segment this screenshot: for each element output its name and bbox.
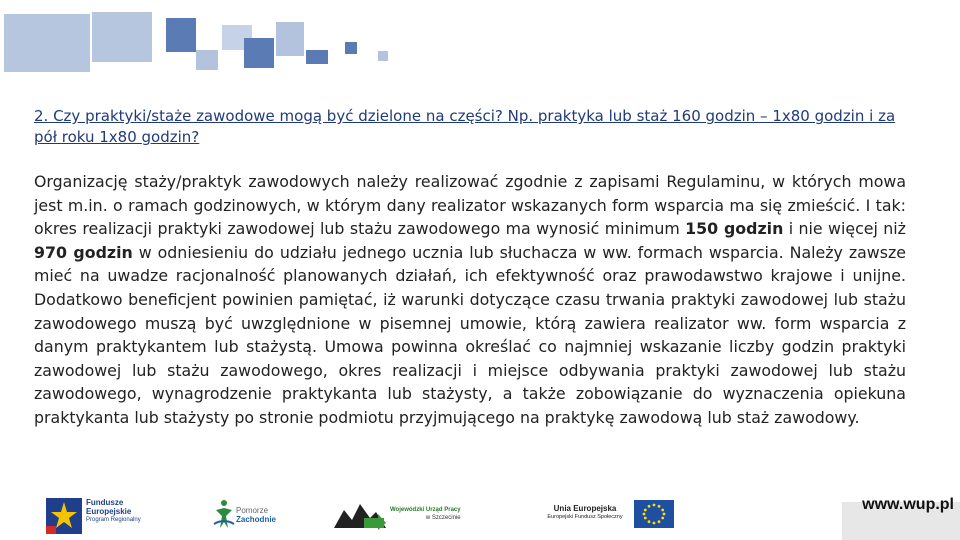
pomorze-zachodnie-logo	[212, 498, 282, 538]
wup-szczecin-logo	[334, 496, 484, 536]
fundusze-europejskie-logo	[44, 496, 154, 538]
answer-text-1: Organizację staży/praktyk zawodowych należy realizować zgodnie z zapisami Regulaminu, w których mowa jest m.in. o ramach godzinowych, w którym dany realizator wskazanych form wsparcia ma się zmieścić. I tak: okres realizacji praktyki zawodowej lub stażu zawodowego ma wynosić minimum	[34, 172, 906, 239]
answer-bold-min-hours: 150 godzin	[685, 219, 784, 239]
answer-paragraph	[34, 170, 906, 430]
logo1-line1: Fundusze	[86, 498, 124, 507]
question-heading: 2. Czy praktyki/staże zawodowe mogą być dzielone na części? Np. praktyka lub staż 160 godzin – 1x80 godzin i za pół roku 1x80 godzin?	[34, 107, 896, 146]
website-url-box	[842, 496, 960, 540]
logo2-line1: Pomorze	[236, 506, 269, 515]
logo3-line1: Wojewódzki Urząd Pracy	[390, 507, 461, 513]
pomorze-figure-icon	[212, 498, 236, 530]
logo4-line1: Unia Europejska	[553, 504, 617, 513]
eu-flag-icon	[634, 500, 674, 528]
logo3-line2: w Szczecinie	[425, 515, 461, 521]
answer-text-2: i nie więcej niż	[783, 219, 906, 239]
unia-europejska-logo	[540, 500, 680, 536]
fe-star-icon	[44, 496, 84, 536]
logo4-line2: Europejski Fundusz Społeczny	[547, 514, 623, 520]
logo1-line3: Program Regionalny	[86, 517, 141, 523]
footer-logos	[0, 490, 960, 540]
logo2-line2: Zachodnie	[236, 515, 277, 524]
website-url[interactable]: www.wup.pl	[862, 496, 954, 513]
wup-mountains-icon	[334, 496, 386, 530]
answer-bold-max-hours: 970 godzin	[34, 242, 133, 262]
logo1-line2: Europejskie	[86, 507, 132, 516]
answer-text-3: w odniesieniu do udziału jednego ucznia lub słuchacza w ww. formach wsparcia. Należy zawsze mieć na uwadze racjonalność planowanych działań, ich efektywność oraz prawodawstwo krajowe i unijne. Dodatkowo beneficjent powinien pamiętać, iż warunki dotyczące czasu trwania praktyki zawodowej lub stażu zawodowego muszą być uwzględnione w pisemnej umowie, którą zawiera realizator ww. form wsparcia z danym praktykantem lub stażystą. Umowa powinna określać co najmniej wskazanie liczby godzin praktyki zawodowej lub stażu zawodowego, okres realizacji i miejsce odbywania praktyki zawodowej lub stażu zawodowego, wynagrodzenie praktykanta lub stażysty, a także zobowiązanie do wyznaczenia opiekuna praktykanta lub stażysty po stronie podmiotu przyjmującego na praktykę zawodową lub staż zawodowy.	[34, 242, 906, 427]
